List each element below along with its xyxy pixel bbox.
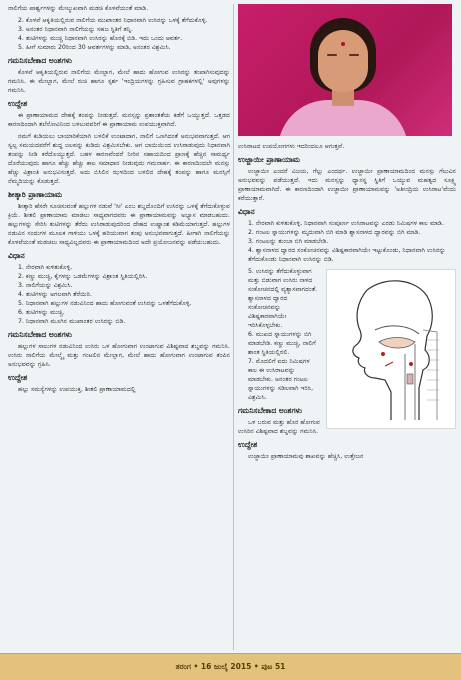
throat-anatomy-diagram [326, 269, 456, 429]
method-step: 6. ತುಟಿಗಳನ್ನು ಮುಚ್ಚಿ. [18, 309, 65, 316]
notes-paragraph: ಒಳ ಬರುವ ಮತ್ತು ಹೊರ ಹೋಗುವ ಉಸಿರಿನ ವಿಶಿಷ್ಟವಾದ ಶಬ್ದವನ್ನು ಗಮನಿಸಿ. [238, 419, 320, 435]
intro-step: 4. ತುಟಿಗಳನ್ನು ಮುಚ್ಚಿ ನಿಧಾನವಾಗಿ ಉಸಿರನ್ನು ಹೊರಕ್ಕೆ ಬಿಡಿ. ಇದು ಒಂದು ಆವರ್ತ. [18, 35, 183, 42]
photo-eye [349, 54, 359, 56]
photo-bindi [341, 42, 345, 46]
section-heading-notes: ಗಮನಿಸಬೇಕಾದ ಅಂಶಗಳು [8, 330, 73, 339]
intro-step: 3. ಅನಂತರ ನಿಧಾನವಾಗಿ ನಾಲಿಗೆಯನ್ನು ಸಹಜ ಸ್ಥಿತಿಗೆ ತನ್ನಿ. [18, 26, 133, 33]
method-step: 7. ನಿಧಾನವಾಗಿ ಮೂಗಿನ ಮುಖಾಂತರ ಉಸಿರನ್ನು ಬಿಡಿ. [18, 318, 126, 325]
purpose-paragraph: ನಮಗೆ ಕುಡಿಯಲು ಬಾಯಾರಿಕೆಯಾಗಿ ಬಳಲಿಕೆ ಉಂಟಾದಾಗ, ನಾಲಿಗೆ ಒಣಗಿದಂತೆ ಅನುಭವವಾಗುತ್ತದೆ. ಆಗ ಸ್ವಲ್ಪ ಸಮಯದವರೆಗೆ ಶುದ್ಧ ಜಲವನ್ನು ಕುಡಿದು ವಿಶ್ರಮಿಸಬೇಕು. ಆಗ ಬಾಯಿಯಿಂದ ಉಸಿರಾಡುವುದು ನಿಧಾನವಾಗಿ ತಂಪನ್ನು ನೀಡಿ ಕರೆದೊಯ್ಯುತ್ತದೆ. ಬಹಳ ಕಾರಣವೆಂದರೆ ನೀರಿನ ಸಹಾಯದಿಂದ ಪ್ರಾಣಕ್ಕೆ ಹೆಚ್ಚಿನ ಸಾಮರ್ಥ್ಯ ದೊರೆಯುವುದು ಹಾಗೂ ಹೆಚ್ಚು ಹೆಚ್ಚು ಕಾಲ ಸಮಾಧಾನ ನೀಡುವುದು ಗಮನಾರ್ಹ. ಈ ಕಾರಣದಿಂದಲೇ ಮನಸ್ಸು ಹೆಚ್ಚು ವಿಶ್ರಾಂತಿ ಅನುಭವಿಸುತ್ತದೆ. ಅದು ಬಿಸಿಲಿನ ಝಳದಿಂದ ಬಳಲಿದ ದೇಹಕ್ಕೆ ತಂಪನ್ನು ಹಾಗೂ ಮನಸ್ಸಿಗೆ ನೆಮ್ಮದಿಯನ್ನು ಕೊಡುತ್ತದೆ. [8, 133, 230, 185]
intro-step: 5. ಹೀಗೆ ಸುಮಾರು 20ರಿಂದ 30 ಆವರ್ತಗಳನ್ನು ಮಾಡಿ, ಅನಂತರ ವಿಶ್ರಮಿಸಿ. [18, 44, 171, 51]
section-heading-notes: ಗಮನಿಸಬೇಕಾದ ಅಂಶಗಳು [8, 56, 73, 65]
purpose-paragraph: ಈ ಪ್ರಾಣಾಯಾಮದ ದೇಹಕ್ಕೆ ತಂಪನ್ನು ನೀಡುತ್ತದೆ. ಮನಸ್ಸನ್ನು ಪ್ರಶಾಂತತೆಯ ಕಡೆಗೆ ಒಯ್ಯುತ್ತದೆ. ಒತ್ತಡದ ಕಾರಣದಿಂದಾಗಿ ತಲೆನೋವಿನಿಂದ ಬಳಲುವವರಿಗೆ ಈ ಪ್ರಾಣಾಯಾಮ ಉಪಯುಕ್ತವಾಗಿದೆ. [8, 112, 230, 128]
section-heading-notes: ಗಮನಿಸಬೇಕಾದ ಅಂಶಗಳು [238, 406, 303, 415]
section-heading-method: ವಿಧಾನ [238, 207, 255, 216]
method-step: 5. ನಿಧಾನವಾಗಿ ಹಲ್ಲುಗಳ ನಡುವಿನಿಂದ ಹಾದು ಹೋಗುವಂತೆ ಉಸಿರನ್ನು ಒಳತೆಗೆದುಕೊಳ್ಳಿ. [18, 300, 192, 307]
notes-paragraph: ಹಲ್ಲುಗಳ ಸಾಲುಗಳ ನಡುವಿನಿಂದ ಉಸಿರು ಒಳ ಹೋಗುವಾಗ ಉಂಟಾಗುವ ವಿಶಿಷ್ಟವಾದ ಶಬ್ದವನ್ನು ಗಮನಿಸಿ. ಉಸಿರು ನಾಲಿಗೆಯ ಮೇಲ್ಮೈ ಮತ್ತು ಗಂಟಲಿನ ಮೇಲ್ಭಾಗ, ಮೇಲೆ ಹಾದು ಹೋಗುವಾಗ ಉಂಟಾಗುವ ತಂಪಿನ ಅನುಭವವನ್ನು ಗ್ರಹಿಸಿ. [8, 343, 230, 368]
intro-step: 2. ಕೊಳವೆ ಆಕೃತಿಯಲ್ಲಿರುವ ನಾಲಿಗೆಯ ಮುಖಾಂತರ ನಿಧಾನವಾಗಿ ಉಸಿರನ್ನು ಒಳಕ್ಕೆ ತೆಗೆದುಕೊಳ್ಳಿ. [18, 17, 208, 24]
method-step: 2. ಕಣ್ಣು ಮುಚ್ಚಿ, ಕೈಗಳನ್ನು ಒಡಮೆಗಳನ್ನು ವಿಶ್ರಾಂತ ಸ್ಥಿತಿಯಲ್ಲಿರಿಸಿ. [18, 273, 148, 280]
method-step: 7. ಮೊದಲಿಗೆ ಐದು ನಿಮಿಷಗಳ ಕಾಲ ಈ ಉಸಿರಾಟವನ್ನು ಮಾಡಬೇಕು. ಅನಂತರ ಗಂಟಲ ಸ್ನಾಯುಗಳನ್ನು ಸಡಿಲವಾಗಿ ಇರಿಸಿ, ವಿಶ್ರಮಿಸಿ. [248, 358, 314, 401]
section-heading-purpose: ಉದ್ದೇಶ [8, 373, 28, 382]
anatomy-sketch [327, 270, 455, 428]
method-step: 4. ಶ್ವಾಸನಾಳದ ದ್ವಾರದ ಸಂಕೋಚನವನ್ನು ವಿಶಿಷ್ಟಕಾರವಾಗಿಯೇ ಇಟ್ಟುಕೊಂಡು, ನಿಧಾನವಾಗಿ ಉಸಿರನ್ನು ತೆಗೆದುಕೊಂಡು ನಿಧಾನವಾಗಿ ಉಸಿರನ್ನು ಬಿಡಿ. [248, 247, 446, 263]
section-heading-purpose: ಉದ್ದೇಶ [8, 99, 28, 108]
right-column [238, 4, 456, 650]
ujjayi-paragraph: ಉಜ್ಜಾಯೀ ಎಂದರೆ ವಿಜಯ, ಗೆಲ್ಲು ಎಂದರ್ಥ. ಉಜ್ಜಾಯೀ ಪ್ರಾಣಾಯಾಮದಿಂದ ಮನಸ್ಸು ಗೆಲುವಿನ ಅನುಭವವನ್ನು ಪಡೆಯುತ್ತದೆ. ಇದು ಮನಸ್ಸನ್ನು ಧ್ಯಾನಸ್ಥ ಸ್ಥಿತಿಗೆ ಒಯ್ಯುವ ಮಹತ್ವದ ಸೂಕ್ಷ್ಮ ಪ್ರಾಣಾಯಾಮವಾಗಿದೆ. ಈ ಕಾರಣದಿಂದಾಗಿ ಉಜ್ಜಾಯೀ ಪ್ರಾಣಾಯಾಮವನ್ನು 'ಅತೀಂದ್ರಿಯ ಉಸಿರಾಟ'ವೆಂದು ಕರೆಯುತ್ತಾರೆ. [238, 168, 456, 202]
footer-text: ತರಂಗ • 16 ಜುಲೈ 2015 • ಪುಟ 51 [175, 662, 286, 671]
method-step: 3. ನಾಲಿಗೆಯನ್ನು ವಿಶ್ರಮಿಸಿ. [18, 282, 73, 289]
method-step: 2. ಗಂಟಲ ಸ್ನಾಯುಗಳನ್ನು ಮೃದುವಾಗಿ ಬಿಗಿ ಮಾಡಿ ಶ್ವಾಸನಾಳದ ದ್ವಾರವನ್ನು ಬಿಗಿ ಮಾಡಿ. [248, 229, 421, 236]
purpose-paragraph: ಹಲ್ಲು ಸಮಸ್ಯೆಗಳನ್ನು ಉಪಯುಕ್ತ, ಶೀತಲಿ ಪ್ರಾಣಾಯಾಮದಲ್ಲಿ [18, 386, 136, 393]
method-step: 1. ನೇರವಾಗಿ ಕುಳಿತುಕೊಳ್ಳಿ. ನಿಧಾನವಾಗಿ ಸಂಪೂರ್ಣ ಉಸಿರಾಟವನ್ನು ಎರಡು ನಿಮಿಷಗಳ ಕಾಲ ಮಾಡಿ. [248, 220, 444, 227]
column-divider [233, 4, 234, 650]
method-step: 5. ಉಸಿರನ್ನು ತೆಗೆದುಕೊಳ್ಳುವಾಗ ಮತ್ತು ಬಿಡುವಾಗ ಉಸಿರು ನಾಳದ ಸಂಕೋಚನದಲ್ಲಿ ವ್ಯತ್ಯಾಸವಾಗದಂತೆ. ಶ್ವಾಸನಾಳದ ದ್ವಾರದ ಸಂಕೋಚನವನ್ನು ವಿಶಿಷ್ಟಕಾರವಾಗಿಯೇ ಇರಿಸಿಕೊಳ್ಳಬೇಕು. [248, 268, 318, 329]
section-heading-sheetkari: ಶೀತ್ಕಾರಿ ಪ್ರಾಣಾಯಾಮ [8, 190, 63, 199]
method-step: 1. ನೇರವಾಗಿ ಕುಳಿತುಕೊಳ್ಳಿ. [18, 264, 73, 271]
photo-eye [327, 54, 337, 56]
section-heading-method: ವಿಧಾನ [8, 251, 25, 260]
section-heading-purpose: ಉದ್ದೇಶ [238, 440, 258, 449]
sheetkari-paragraph: ಶೀತ್ಕಾರಿ ಹೆಸರೇ ಸೂಚಿಸುವಂತೆ ಹಲ್ಲುಗಳ ನಡುವೆ 'ಸೀ' ಎಂಬ ಶಬ್ದದೊಂದಿಗೆ ಉಸಿರನ್ನು ಒಳಕ್ಕೆ ತೆಗೆದುಕೊಳ್ಳುವ ಕ್ರಿಯೆ. ಶೀತಲಿ ಪ್ರಾಣಾಯಾಮ ಮಾಡಲು ಸಾಧ್ಯವಾಗದವರು ಈ ಪ್ರಾಣಾಯಾಮವನ್ನು ಅಭ್ಯಾಸ ಮಾಡಬಹುದು. ಹಲ್ಲುಗಳನ್ನು ಸೇರಿಸಿ ತುಟಿಗಳನ್ನು ತೆರೆದು ಉಸಿರಾಡುವುದರಿಂದ ದೇಹದ ಉಷ್ಣಾಂಶ ಕಡಿಮೆಯಾಗುತ್ತದೆ. ಹಲ್ಲುಗಳ ನಡುವಿನ ಸಂದುಗಳ ಮೂಲಕ ಗಾಳಿಯು ಒಳಕ್ಕೆ ಹರಿಯುವಾಗ ತಂಪು ಅನುಭವವಾಗುತ್ತದೆ. ಹೀಗಾಗಿ ನಾಲಿಗೆಯನ್ನು ಕೊಳವೆಯಂತೆ ಮಡಚಲು ಸಾಧ್ಯವಿಲ್ಲದವರು ಈ ಪ್ರಾಣಾಯಾಮದಿಂದ ಅದೇ ಪ್ರಯೋಜನವನ್ನು ಪಡೆಯಬಹುದು. [8, 203, 230, 246]
method-step: 3. ಗಂಟಲನ್ನು ತುಂಬಾ ಬಿಗಿ ಮಾಡಬೇಡಿ. [248, 238, 329, 245]
purpose-paragraph: ಉಜ್ಜಾಯೀ ಪ್ರಾಣಾಯಾಮವು ಶಾಖವನ್ನು ಹೆಚ್ಚಿಸಿ, ಉತ್ತೇಜನ [248, 453, 364, 460]
continued-paragraph: ಉಸಿರಾಟದ ಉಪಯೋಗಗಳು ಇದರಿಂದಲೂ ಆಗುತ್ತವೆ. [238, 143, 345, 150]
section-heading-ujjayi: ಉಜ್ಜಾಯೀ ಪ್ರಾಣಾಯಾಮ [238, 155, 301, 164]
photo-face [318, 30, 368, 92]
method-steps-list [238, 219, 456, 264]
intro-steps-list [8, 16, 230, 52]
intro-paragraph: ನಾಲಿಗೆಯ ಪಾರ್ಶ್ವಗಳನ್ನು ಮೇಲ್ಮುಖವಾಗಿ ಮಡಚಿ ಕೊಳವೆಯಂತೆ ಮಾಡಿ. [8, 5, 149, 12]
page-footer [0, 653, 461, 680]
left-column [8, 4, 230, 650]
method-step: 4. ತುಟಿಗಳನ್ನು ಅಗಲವಾಗಿ ತೆರೆಯಿರಿ. [18, 291, 92, 298]
method-steps-list [8, 263, 230, 326]
notes-paragraph: ಕೊಳವೆ ಆಕೃತಿಯಲ್ಲಿರುವ ನಾಲಿಗೆಯ ಮೇಲ್ಭಾಗ, ಮೇಲೆ ಹಾದು ಹೋಗುವ ಉಸಿರನ್ನು ತಂಪಾಗಿಸುವುದನ್ನು ಗಮನಿಸಿ. ಈ ಮೇಲ್ಭಾಗ, ಮೇಲೆ ರುಚಿ ಹಾಗೂ ಸ್ಪರ್ಶ 'ಇಂದ್ರಿಯಗಳನ್ನು ಗ್ರಹಿಸುವ ಗ್ರಾಹಕಗಳಲ್ಲಿ' ಅವುಗಳನ್ನು ಗಮನಿಸಿ. [8, 69, 230, 94]
meditation-photo [238, 4, 452, 136]
method-step: 6. ಮುಖದ ಸ್ನಾಯುಗಳನ್ನು ಬಿಗಿ ಮಾಡಬೇಡಿ. ಕಣ್ಣು ಮುಚ್ಚಿ, ನಾಲಿಗೆ ಶಾಂತ ಸ್ಥಿತಿಯಲ್ಲಿರಲಿ. [248, 331, 316, 356]
